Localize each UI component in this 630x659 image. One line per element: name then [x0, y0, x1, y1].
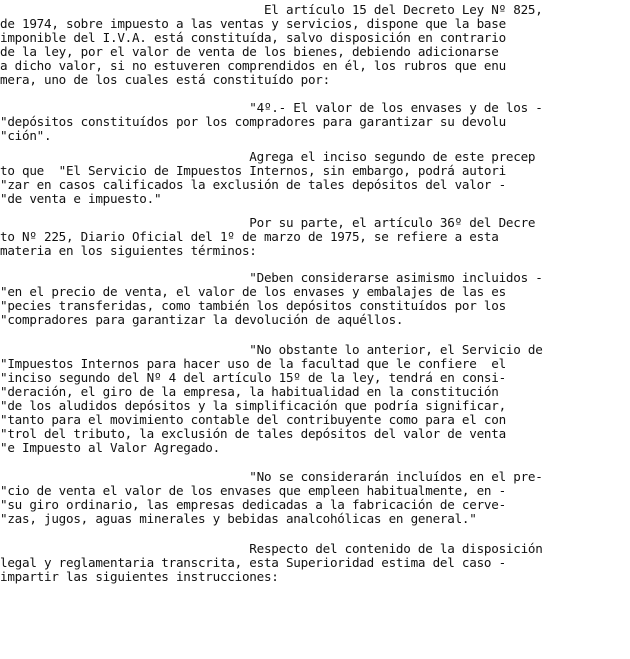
- document-line: "Impuestos Internos para hacer uso de la facultad que le confiere el: [0, 356, 506, 371]
- document-line: Por su parte, el artículo 36º del Decre: [0, 215, 536, 230]
- document-line: imponible del I.V.A. está constituída, salvo disposición en contrario: [0, 30, 506, 45]
- document-line: "e Impuesto al Valor Agregado.: [0, 440, 220, 455]
- document-line: "ción".: [0, 128, 52, 143]
- document-line: Respecto del contenido de la disposición: [0, 541, 543, 556]
- document-line: "4º.- El valor de los envases y de los -: [0, 100, 543, 115]
- document-line: "inciso segundo del Nº 4 del artículo 15º de la ley, tendrá en consi-: [0, 370, 506, 385]
- document-line: El artículo 15 del Decreto Ley Nº 825,: [0, 2, 543, 17]
- document-line: "No obstante lo anterior, el Servicio de: [0, 342, 543, 357]
- document-line: legal y reglamentaria transcrita, esta Superioridad estima del caso -: [0, 555, 506, 570]
- document-line: "Deben considerarse asimismo incluidos -: [0, 270, 543, 285]
- document-line: "compradores para garantizar la devolución de aquéllos.: [0, 312, 404, 327]
- document-line: a dicho valor, si no estuveren comprendidos en él, los rubros que enu: [0, 58, 506, 73]
- document-line: to que "El Servicio de Impuestos Internos, sin embargo, podrá autori: [0, 163, 506, 178]
- document-line: "deración, el giro de la empresa, la habitualidad en la constitución: [0, 384, 499, 399]
- document-line: "No se considerarán incluídos en el pre-: [0, 469, 543, 484]
- document-line: "zas, jugos, aguas minerales y bebidas analcohólicas en general.": [0, 511, 477, 526]
- document-line: "zar en casos calificados la exclusión de tales depósitos del valor -: [0, 177, 506, 192]
- document-line: "de venta e impuesto.": [0, 191, 162, 206]
- document-line: de la ley, por el valor de venta de los bienes, debiendo adicionarse: [0, 44, 499, 59]
- document-line: "depósitos constituídos por los compradores para garantizar su devolu: [0, 114, 506, 129]
- document-line: "pecies transferidas, como también los depósitos constituídos por los: [0, 298, 506, 313]
- document-line: "trol del tributo, la exclusión de tales depósitos del valor de venta: [0, 426, 506, 441]
- document-line: "cio de venta el valor de los envases que empleen habitualmente, en -: [0, 483, 506, 498]
- document-line: "de los aludidos depósitos y la simplificación que podría significar,: [0, 398, 506, 413]
- document-line: "en el precio de venta, el valor de los envases y embalajes de las es: [0, 284, 506, 299]
- document-line: impartir las siguientes instrucciones:: [0, 569, 279, 584]
- document-line: de 1974, sobre impuesto a las ventas y servicios, dispone que la base: [0, 16, 506, 31]
- document-line: mera, uno de los cuales está constituído por:: [0, 72, 330, 87]
- document-line: materia en los siguientes términos:: [0, 243, 257, 258]
- document-line: "tanto para el movimiento contable del contribuyente como para el con: [0, 412, 506, 427]
- document-line: Agrega el inciso segundo de este precep: [0, 149, 536, 164]
- document-line: to Nº 225, Diario Oficial del 1º de marzo de 1975, se refiere a esta: [0, 229, 499, 244]
- document-line: "su giro ordinario, las empresas dedicadas a la fabricación de cerve-: [0, 497, 506, 512]
